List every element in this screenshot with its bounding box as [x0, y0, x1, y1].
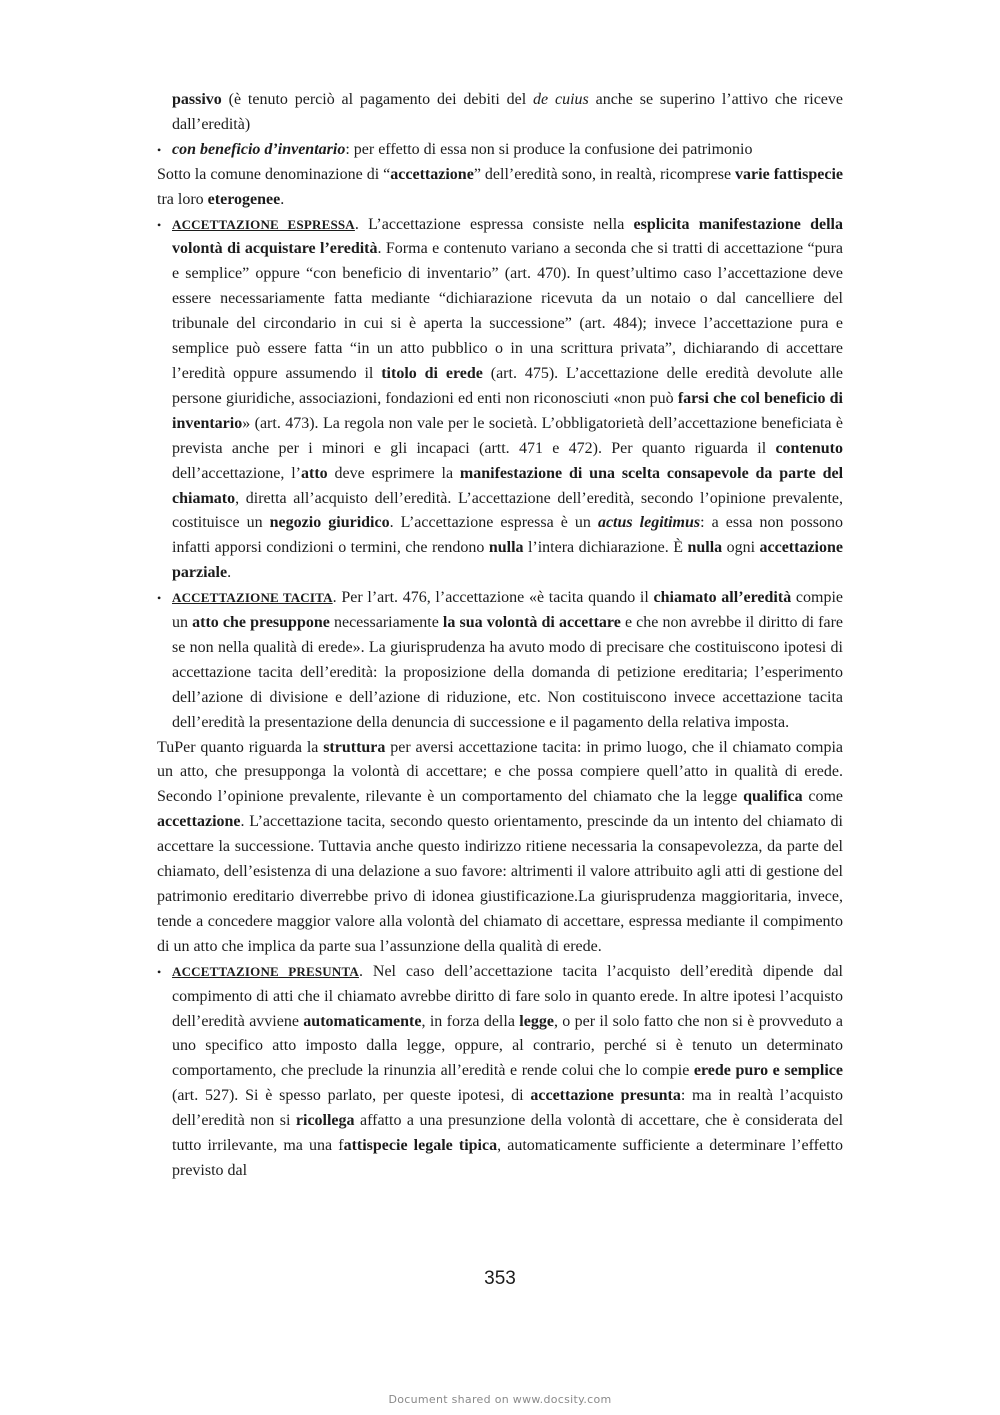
bold-run: nulla — [488, 539, 524, 557]
bullet-text — [172, 216, 843, 582]
text-run: ” dell’eredità sono, in realtà, ricomprese — [473, 165, 736, 183]
bold-run: attispecie legale tipica — [343, 1137, 498, 1155]
bold-run: actus legitimus — [597, 514, 701, 532]
bold-run: esplicita manifestazione della volontà di acquistare l’eredità — [172, 215, 843, 258]
paragraph-denominazione — [157, 163, 843, 213]
text-run: : a essa non possono infatti apporsi condizioni o termini, che rendono — [172, 514, 844, 557]
bullet-accettazione-presunta — [157, 960, 843, 1184]
text-run: necessariamente — [329, 614, 443, 632]
text-run: TuPer quanto riguarda la — [157, 738, 324, 756]
text-run: affatto a una presunzione della volontà di accettare, che è considerata del tutto irrilevante, ma una f — [172, 1112, 844, 1155]
text-run: deve esprimere la — [327, 464, 460, 482]
bold-run: negozio giuridico — [269, 514, 390, 532]
text-run: l’intera dichiarazione. È — [523, 539, 688, 557]
bold-run: erede puro e semplice — [693, 1062, 844, 1080]
text-run: : per effetto di essa non si produce la confusione dei patrimonio — [345, 140, 753, 158]
bold-run: atto — [301, 464, 328, 482]
bullet-text — [172, 963, 843, 1179]
italic-run: de cuius — [533, 91, 589, 108]
bold-run: titolo di erede — [381, 364, 483, 382]
text-run: . L’accettazione espressa è un — [389, 514, 598, 532]
text-run: : ma in realtà l’acquisto dell’eredità non si — [172, 1087, 843, 1130]
bold-run: la sua volontà di accettare — [442, 614, 621, 632]
bold-run: qualifica — [743, 788, 803, 806]
bold-run: struttura — [323, 738, 386, 756]
bullet-icon: • — [157, 142, 162, 157]
text-run: per aversi accettazione tacita: in primo luogo, che il chiamato compia un atto, che presupponga la volontà di accettare; e che possa compiere quell’atto in qualità di erede. Secondo l’opinione prevalente, rilevante è un comportamento del chiamato che la legge — [157, 738, 844, 806]
text-run: . — [227, 564, 232, 582]
bold-run: legge — [519, 1012, 554, 1030]
text-run: , automaticamente sufficiente a determinare l’effetto previsto dal — [172, 1137, 843, 1179]
footer-shared-notice: Document shared on www.docsity.com — [388, 1393, 612, 1406]
bold-run: manifestazione di una scelta consapevole da parte del chiamato — [172, 464, 844, 507]
text-run: . Forma e contenuto variano a seconda che si tratti di accettazione “pura e semplice” oppure “con beneficio di inventario” (art. 470). In quest’ultimo caso l’accettazione deve essere necessariamente fatta mediante “dichiarazione ricevuta da un notaio o dal cancelliere del tribunale del circondario in cui si è aperta la successione” (art. 484); invece l’accettazione pura e semplice può essere fatta “in un atto pubblico o in una scrittura privata”, dichiarando di accettare l’eredità oppure assumendo il — [172, 240, 844, 382]
text-run: Sotto la comune denominazione di “ — [157, 165, 391, 183]
bullet-beneficio-inventario — [157, 138, 843, 163]
text-run: (è tenuto perciò al pagamento dei debiti del — [221, 91, 534, 108]
bullet-accettazione-espressa — [157, 213, 843, 587]
bold-run: accettazione — [390, 165, 474, 183]
bullet-icon: • — [157, 217, 162, 232]
text-run: compie un — [172, 589, 844, 632]
text-run: come — [802, 788, 843, 806]
bullet-text — [172, 589, 843, 731]
text-run: tra loro — [157, 190, 208, 208]
bullet-text — [172, 141, 752, 158]
text-run: ogni — [722, 539, 760, 557]
section-heading: ACCETTAZIONE TACITA — [172, 590, 333, 606]
text-run: , in forza della — [421, 1012, 520, 1030]
bold-run: farsi che col beneficio di inventario — [172, 389, 843, 432]
text-run: . Per l’art. 476, l’accettazione «è tacita quando il — [332, 589, 654, 607]
text-run: . Nel caso dell’accettazione tacita l’acquisto dell’eredità dipende dal compimento di atti che il chiamato avrebbe diritto di fare solo in quanto erede. In altre ipotesi l’acquisto dell’eredità avviene — [172, 962, 844, 1030]
section-heading: ACCETTAZIONE PRESUNTA — [172, 963, 359, 979]
section-heading: ACCETTAZIONE ESPRESSA — [172, 216, 355, 232]
bold-run: chiamato all’eredità — [653, 589, 792, 607]
text-run: , diretta all’acquisto dell’eredità. L’accettazione dell’eredità, secondo l’opinione prevalente, costituisce un — [172, 489, 843, 532]
bold-run: contenuto — [775, 439, 843, 457]
bold-run: automaticamente — [303, 1012, 422, 1030]
bold-run: accettazione parziale — [172, 539, 843, 582]
text-run: dell’accettazione, l’ — [172, 464, 301, 482]
paragraph-struttura — [157, 736, 843, 960]
text-run: . L’accettazione espressa consiste nella — [354, 215, 634, 233]
paragraph-passivo — [157, 88, 843, 138]
bold-run: varie fattispecie — [735, 165, 844, 183]
bold-run: eterogenee — [207, 190, 281, 208]
bullet-icon: • — [157, 591, 162, 606]
page-body — [157, 88, 843, 1184]
bullet-accettazione-tacita — [157, 586, 843, 735]
text-run: . L’accettazione tacita, secondo questo orientamento, prescinde da un intento del chiamato di accettare la successione. Tuttavia anche questo indirizzo ritiene necessaria la consapevolezza, da parte del chiamato, dell’esistenza di una delazione a suo favore: altrimenti il valore attribuito agli atti di gestione del patrimonio ereditario diverrebbe privo di idonea giustificazione.La giurisprudenza maggioritaria, invece, tende a concedere maggior valore alla volontà del chiamato di accettare, espressa mediante il compimento di un atto che implica da parte sua l’assunzione della qualità di erede. — [157, 813, 843, 955]
page-number: 353 — [484, 1268, 516, 1289]
text-run: (art. 527). Si è spesso parlato, per queste ipotesi, di — [172, 1087, 531, 1105]
bold-run: ricollega — [295, 1112, 355, 1130]
bold-run: atto che presuppone — [192, 614, 330, 632]
bullet-icon: • — [157, 964, 162, 979]
text-run: . — [280, 190, 285, 208]
text-run: » (art. 473). La regola non vale per le società. L’obbligatorietà dell’accettazione beneficiata è prevista anche per i minori e gli incapaci (artt. 471 e 472). Per quanto riguarda il — [172, 414, 843, 457]
text-run: , o per il solo fatto che non si è provveduto a uno specifico atto imposto dalla legge, oppure, al contrario, perché si è tenuto un determinato comportamento, che preclude la rinunzia all’eredità e rende colui che lo compie — [172, 1012, 844, 1080]
text-run: (art. 475). L’accettazione delle eredità devolute alle persone giuridiche, associazioni, fondazioni ed enti non riconosciuti «non può — [172, 364, 844, 407]
bold-run: passivo — [172, 91, 222, 108]
bold-run: accettazione presunta — [530, 1087, 681, 1105]
bold-run: accettazione — [157, 813, 241, 831]
bold-run: nulla — [687, 539, 723, 557]
text-run: anche se superino l’attivo che riceve dall’eredità) — [172, 91, 844, 133]
bold-run: con beneficio d’inventario — [172, 140, 346, 158]
text-run: e che non avrebbe il diritto di fare se non nella qualità di erede». La giurisprudenza ha avuto modo di precisare che costituiscono ipotesi di accettazione tacita dell’eredità: la proposizione della domanda di petizione ereditaria; l’esperimento dell’azione di divisione e dell’azione di riduzione, etc. Non costituiscono invece accettazione tacita dell’eredità la presentazione della denuncia di successione e il pagamento della relativa imposta. — [172, 614, 844, 731]
